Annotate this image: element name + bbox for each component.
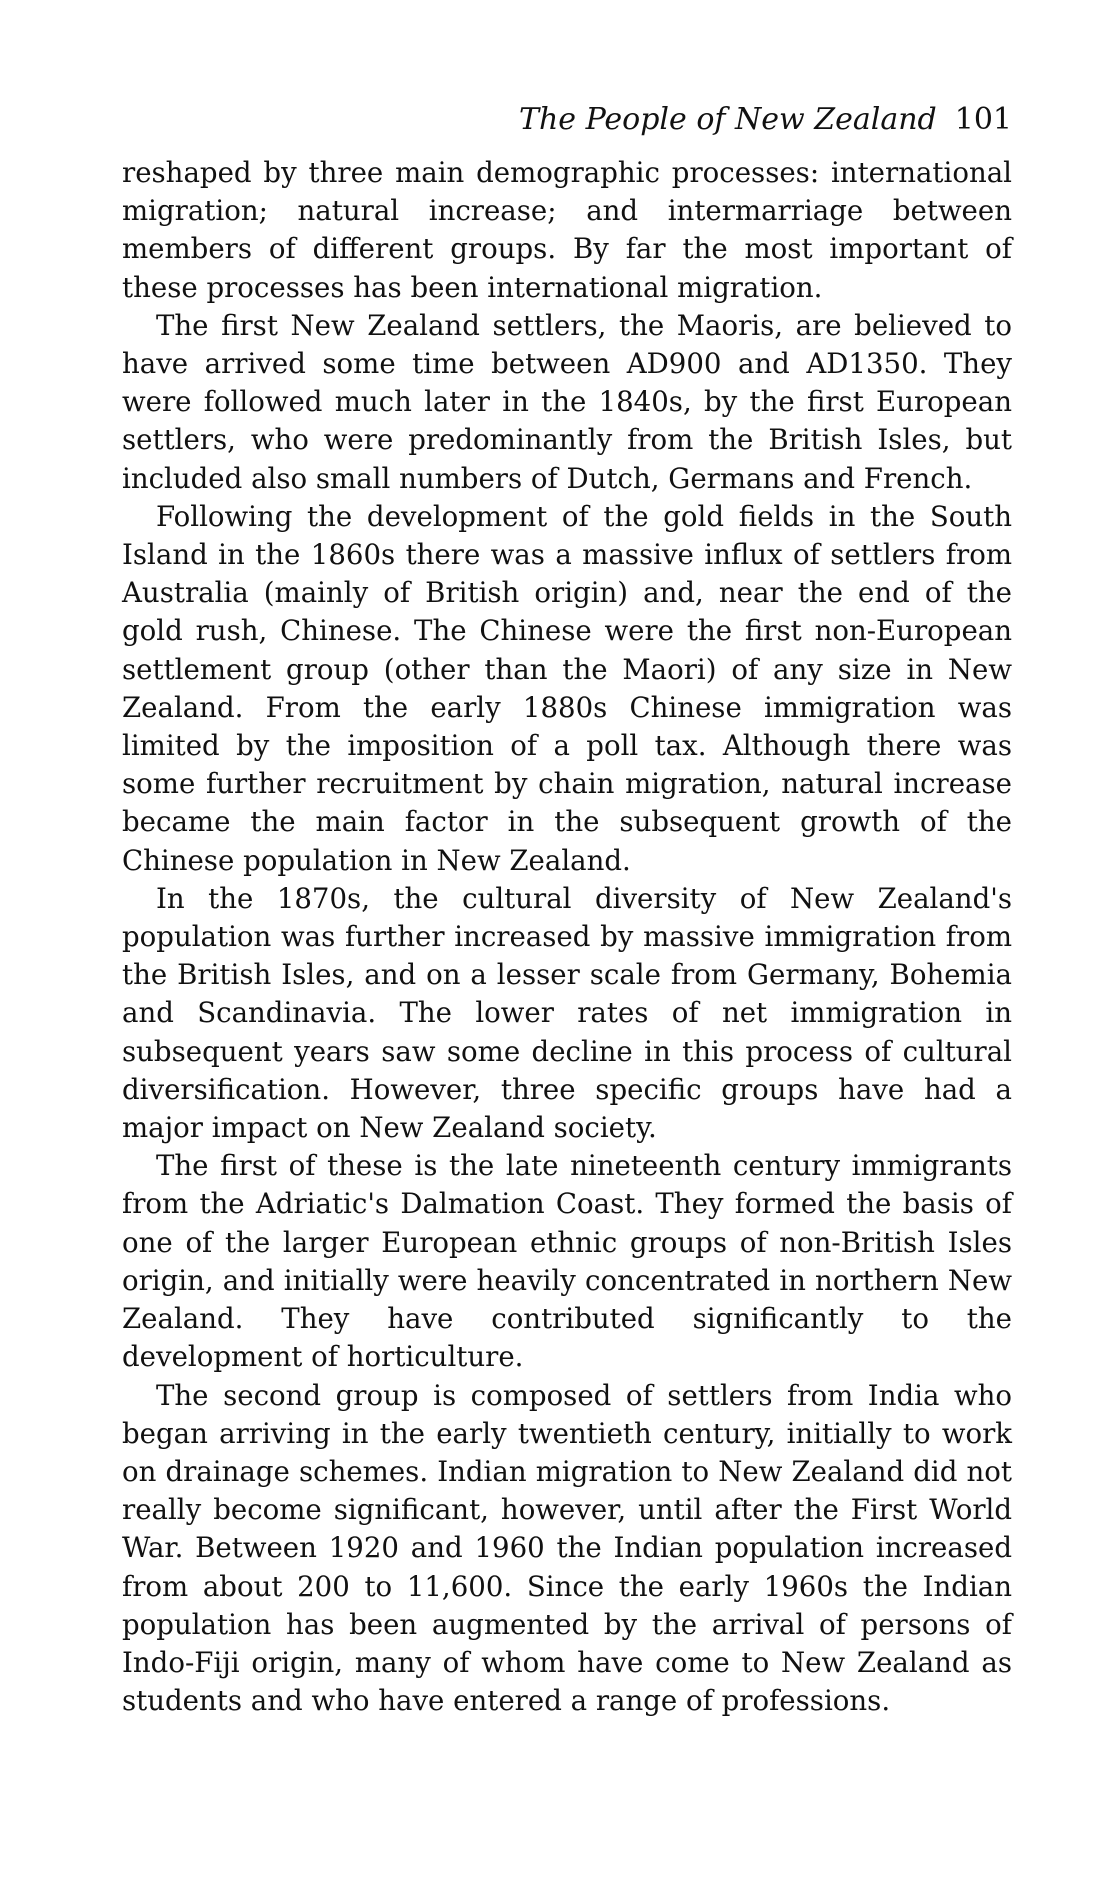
paragraph-2: The first New Zealand settlers, the Maoris, are believed to have arrived some time between AD900 and AD1350. They were followed much later in the 1840s, by the first European settlers, who were predominantly from the British Isles, but included also small numbers of Dutch, Germans and French.: [122, 308, 1012, 495]
running-head-title: The People of New Zealand: [518, 102, 937, 137]
running-head: [122, 100, 1012, 150]
paragraph-3: Following the development of the gold fields in the South Island in the 1860s there was a massive influx of settlers from Australia (mainly of British origin) and, near the end of the gold rush, Chinese. The Chinese were the first non-European settlement group (other than the Maori) of any size in New Zealand. From the early 1880s Chinese immigration was limited by the imposition of a poll tax. Although there was some further recruitment by chain migration, natural increase became the main factor in the subsequent growth of the Chinese population in New Zealand.: [122, 499, 1012, 877]
paragraph-1: reshaped by three main demographic processes: international migration; natural increase; and intermarriage between members of different groups. By far the most important of these processes has been international migration.: [122, 156, 1012, 304]
body-text: [122, 154, 1012, 1720]
paragraph-5: The first of these is the late nineteenth century immigrants from the Adriatic's Dalmation Coast. They formed the basis of one of the larger European ethnic groups of non-British Isles origin, and initially were heavily concentrated in northern New Zealand. They have contributed significantly to the development of horticulture.: [122, 1149, 1012, 1374]
book-page: [122, 100, 1012, 1720]
paragraph-4: In the 1870s, the cultural diversity of New Zealand's population was further increased by massive immigration from the British Isles, and on a lesser scale from Germany, Bohemia and Scandinavia. The lower rates of net immigration in subsequent years saw some decline in this process of cultural diversification. However, three specific groups have had a major impact on New Zealand society.: [122, 881, 1012, 1145]
page-number: 101: [954, 102, 1012, 137]
paragraph-6: The second group is composed of settlers from India who began arriving in the early twentieth century, initially to work on drainage schemes. Indian migration to New Zealand did not really become significant, however, until after the First World War. Between 1920 and 1960 the Indian population increased from about 200 to 11,600. Since the early 1960s the Indian population has been augmented by the arrival of persons of Indo-Fiji origin, many of whom have come to New Zealand as students and who have entered a range of professions.: [122, 1378, 1012, 1718]
